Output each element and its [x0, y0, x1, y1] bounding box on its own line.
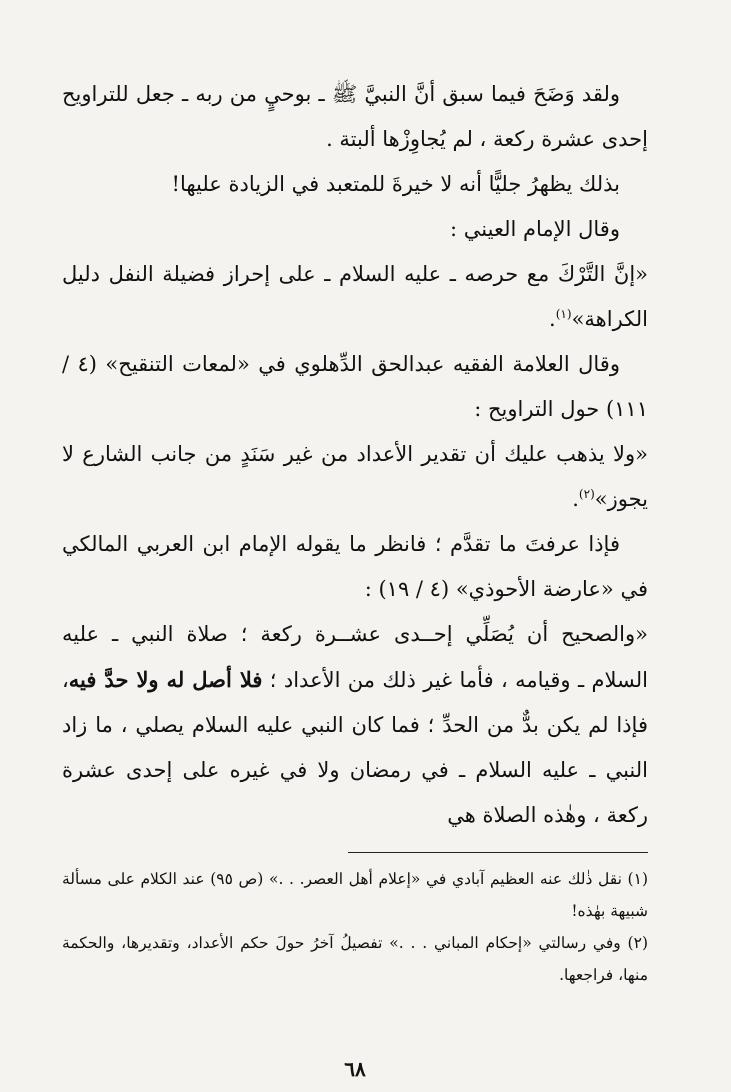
paragraph-intro-text: ولقد وَضَحَ فيما سبق أنَّ النبيَّ ﷺ ـ بوحيٍ من ربه ـ جعل للتراويح إحدى عشرة ركعة ، لم يُجاوِزْها ألبتة .: [62, 82, 648, 151]
footnote-marker-2: (٢): [578, 487, 595, 501]
footnote-2: [62, 927, 648, 991]
paragraph-conclusion-text: بذلك يظهرُ جليًّا أنه لا خيرةَ للمتعبد في الزيادة عليها!: [171, 172, 620, 196]
paragraph-dihlawi-intro: [62, 342, 648, 432]
paragraph-aini-intro: [62, 207, 648, 252]
paragraph-aini-intro-text: وقال الإمام العيني :: [450, 217, 620, 241]
quote-aini-end: .: [549, 307, 556, 331]
footnote-marker-1: (١): [555, 307, 572, 321]
paragraph-dihlawi-intro-text: وقال العلامة الفقيه عبدالحق الدِّهلوي في «لمعات التنقيح» (٤ / ١١١) حول التراويح :: [62, 352, 648, 421]
quote-dihlawi-end: .: [572, 487, 579, 511]
quote-dihlawi: [62, 432, 648, 522]
quote-ibn-arabi-part2: ، فإذا لم يكن بدٌّ من الحدِّ ؛ فما كان النبي عليه السلام يصلي ، ما زاد النبي ـ عليه السلام ـ في رمضان ولا في غيره على إحدى عشرة ركعة ، وهٰذه الصلاة هي: [62, 668, 648, 827]
footnote-1: [62, 863, 648, 927]
paragraph-ibn-arabi-intro-text: فإذا عرفتَ ما تقدَّم ؛ فانظر ما يقوله الإمام ابن العربي المالكي في «عارضة الأحوذي» (٤ / ١٩) :: [62, 532, 648, 601]
quote-ibn-arabi: [62, 612, 648, 838]
quote-aini: [62, 252, 648, 342]
quote-ibn-arabi-bold: فلا أصل له ولا حدَّ فيه: [68, 667, 263, 692]
footnote-2-text: (٢) وفي رسالتي «إحكام المباني . . .» تفصيلُ آخرُ حولَ حكم الأعداد، وتقديرها، والحكمة منها، فراجعها.: [62, 934, 648, 984]
footnote-1-text: (١) نقل ذٰلك عنه العظيم آبادي في «إعلام أهل العصر. . .» (ص ٩٥) عند الكلام على مسألة شبيهة بهٰذه!: [62, 870, 648, 920]
quote-ibn-arabi-part1: «والصحيح أن يُصَلِّي إحــدى عشــرة ركعة ؛ صلاة النبي ـ عليه السلام ـ وقيامه ، فأما غير ذلك من الأعداد ؛: [62, 622, 648, 692]
paragraph-conclusion: [62, 162, 648, 207]
quote-aini-text: «إنَّ التَّرْكَ مع حرصه ـ عليه السلام ـ على إحراز فضيلة النفل دليل الكراهة»: [62, 262, 648, 331]
paragraph-intro: [62, 72, 648, 162]
footnote-divider: [348, 852, 648, 853]
page-number: ٦٨: [344, 1057, 366, 1081]
paragraph-ibn-arabi-intro: [62, 522, 648, 612]
quote-dihlawi-text: «ولا يذهب عليك أن تقدير الأعداد من غير سَنَدٍ من جانب الشارع لا يجوز»: [62, 442, 648, 511]
book-page: [62, 72, 648, 1081]
